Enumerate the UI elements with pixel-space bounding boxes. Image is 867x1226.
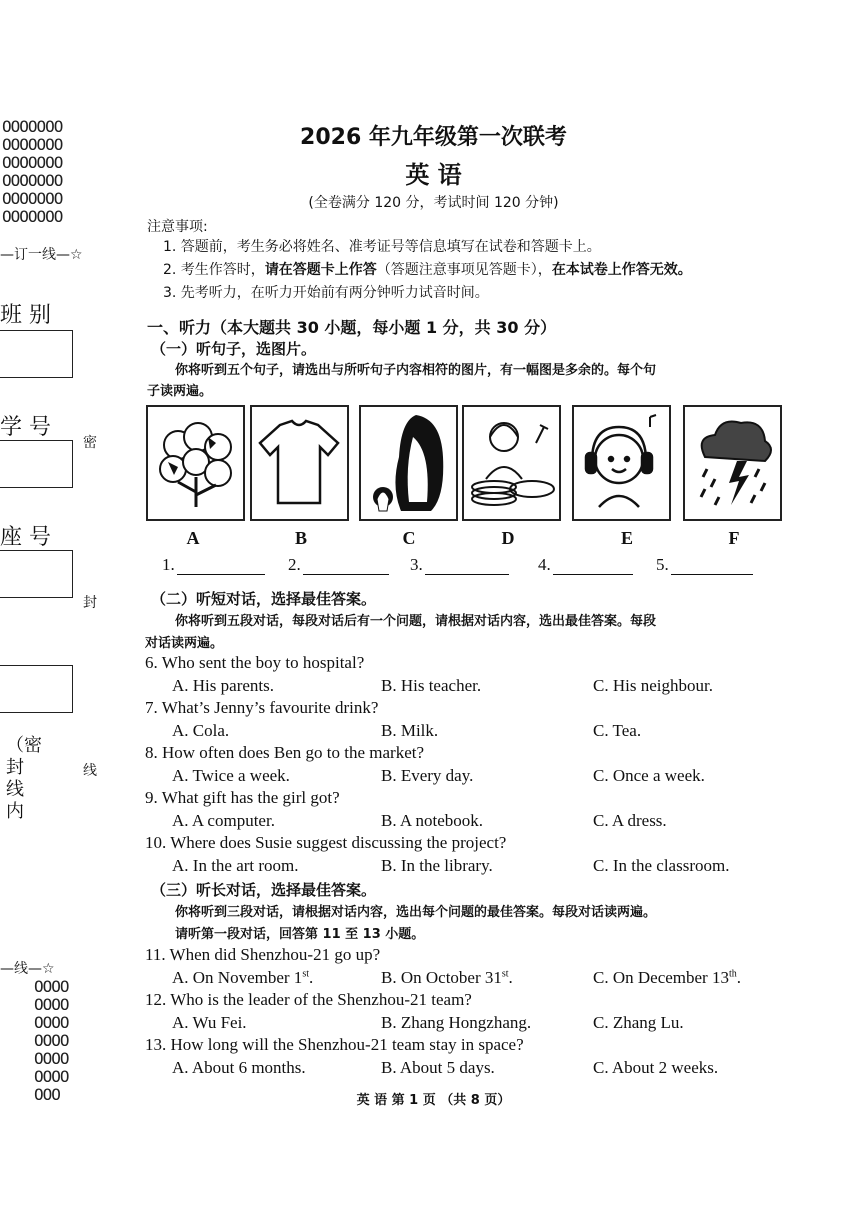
page-footer: 英 语 第 1 页 （共 8 页） xyxy=(356,1093,511,1108)
option-12a[interactable]: A. Wu Fei. xyxy=(172,1013,247,1032)
option-12b[interactable]: B. Zhang Hongzhang. xyxy=(381,1013,532,1032)
question-6: 6. Who sent the boy to hospital? xyxy=(145,653,365,672)
sub1-instruction-1: 你将听到五个句子，请选出与所听句子内容相符的图片，有一幅图是多余的。每个句 xyxy=(175,363,657,378)
section-listening-title: 一、听力（本大题共 30 小题，每小题 1 分，共 30 分） xyxy=(147,318,557,337)
binding-line-top: —订一线—☆ xyxy=(0,247,83,263)
subject-title: 英 语 xyxy=(405,161,462,189)
option-10c[interactable]: C. In the classroom. xyxy=(593,856,730,875)
question-10: 10. Where does Susie suggest discussing the project? xyxy=(145,833,507,852)
option-8a[interactable]: A. Twice a week. xyxy=(172,766,290,785)
sub2-instruction-1: 你将听到五段对话，每段对话后有一个问题，请根据对话内容，选出最佳答案。每段 xyxy=(175,614,657,629)
question-7: 7. What’s Jenny’s favourite drink? xyxy=(145,698,379,717)
storm-cloud-icon xyxy=(683,405,782,521)
option-6b[interactable]: B. His teacher. xyxy=(381,676,482,695)
option-12c[interactable]: C. Zhang Lu. xyxy=(593,1013,684,1032)
option-9c[interactable]: C. A dress. xyxy=(593,811,667,830)
option-7c[interactable]: C. Tea. xyxy=(593,721,642,740)
answer-circles-top: OOOOOOO OOOOOOO OOOOOOO OOOOOOO OOOOOOO OOOOOOO xyxy=(2,117,63,226)
student-number-box xyxy=(0,440,73,488)
sub2-instruction-2: 对话读两遍。 xyxy=(145,636,224,651)
notice-heading: 注意事项: xyxy=(147,219,208,235)
picture-letter-a: A xyxy=(186,528,200,548)
option-9a[interactable]: A. A computer. xyxy=(172,811,275,830)
option-6a[interactable]: A. His parents. xyxy=(172,676,274,695)
option-6c[interactable]: C. His neighbour. xyxy=(593,676,713,695)
class-box xyxy=(0,330,73,378)
picture-letter-c: C xyxy=(402,528,416,548)
picture-letter-d: D xyxy=(501,528,515,548)
question-12: 12. Who is the leader of the Shenzhou-21 team? xyxy=(145,990,472,1009)
answer-blank-2[interactable]: 2. xyxy=(288,555,389,575)
option-8b[interactable]: B. Every day. xyxy=(381,766,474,785)
answer-blank-3[interactable]: 3. xyxy=(410,555,509,575)
option-10a[interactable]: A. In the art room. xyxy=(172,856,299,875)
notice-item-3: 3. 先考听力，在听力开始前有两分钟听力试音时间。 xyxy=(163,285,489,301)
option-13a[interactable]: A. About 6 months. xyxy=(172,1058,306,1077)
penguin-icon xyxy=(359,405,458,521)
cotton-icon xyxy=(146,405,245,521)
option-7a[interactable]: A. Cola. xyxy=(172,721,230,740)
option-10b[interactable]: B. In the library. xyxy=(381,856,493,875)
sub1-title: （一）听句子，选图片。 xyxy=(151,340,317,358)
question-8: 8. How often does Ben go to the market? xyxy=(145,743,425,762)
tshirt-icon xyxy=(250,405,349,521)
seat-number-label: 座 号 xyxy=(0,525,51,550)
seat-number-box xyxy=(0,550,73,598)
exam-info: (全卷满分 120 分，考试时间 120 分钟) xyxy=(308,195,559,211)
option-13c[interactable]: C. About 2 weeks. xyxy=(593,1058,719,1077)
sub2-title: （二）听短对话，选择最佳答案。 xyxy=(151,590,377,608)
answer-blank-4[interactable]: 4. xyxy=(538,555,633,575)
binding-line-bottom: —线—☆ xyxy=(0,961,55,977)
sub3-instruction-1: 你将听到三段对话，请根据对话内容，选出每个问题的最佳答案。每段对话读两遍。 xyxy=(175,905,657,920)
question-13: 13. How long will the Shenzhou-21 team stay in space? xyxy=(145,1035,524,1054)
option-9b[interactable]: B. A notebook. xyxy=(381,811,484,830)
binding-note: （密封线内 xyxy=(6,735,42,822)
feng-char: 封 xyxy=(83,595,97,611)
option-7b[interactable]: B. Milk. xyxy=(381,721,439,740)
sub1-instruction-2: 子读两遍。 xyxy=(147,384,213,399)
option-11c[interactable]: C. On December 13th. xyxy=(593,968,741,987)
option-8c[interactable]: C. Once a week. xyxy=(593,766,705,785)
question-9: 9. What gift has the girl got? xyxy=(145,788,340,807)
sub3-instruction-2: 请听第一段对话，回答第 11 至 13 小题。 xyxy=(175,927,425,942)
xian-char: 线 xyxy=(83,763,97,779)
question-11: 11. When did Shenzhou-21 go up? xyxy=(145,945,381,964)
picture-letter-e: E xyxy=(620,528,633,548)
headphones-girl-icon xyxy=(572,405,671,521)
option-11b[interactable]: B. On October 31st. xyxy=(381,968,513,987)
option-11a[interactable]: A. On November 1st. xyxy=(172,968,314,987)
notice-item-1: 1. 答题前，考生务必将姓名、准考证号等信息填写在试卷和答题卡上。 xyxy=(163,239,601,255)
name-box xyxy=(0,665,73,713)
picture-letter-b: B xyxy=(294,528,307,548)
answer-blank-1[interactable]: 1. xyxy=(162,555,265,575)
exam-title: 2026 年九年级第一次联考 xyxy=(300,125,567,150)
class-label: 班 别 xyxy=(0,303,51,328)
student-number-label: 学 号 xyxy=(0,415,51,440)
mi-char: 密 xyxy=(83,435,97,451)
notice-item-2: 2. 考生作答时，请在答题卡上作答（答题注意事项见答题卡），在本试卷上作答无效。 xyxy=(163,262,692,278)
sub3-title: （三）听长对话，选择最佳答案。 xyxy=(151,881,377,899)
cooking-man-icon xyxy=(462,405,561,521)
answer-circles-bottom: OOOO OOOO OOOO OOOO OOOO OOOO OOO xyxy=(34,977,69,1104)
picture-letter-f: F xyxy=(728,528,740,548)
option-13b[interactable]: B. About 5 days. xyxy=(381,1058,495,1077)
answer-blank-5[interactable]: 5. xyxy=(656,555,753,575)
